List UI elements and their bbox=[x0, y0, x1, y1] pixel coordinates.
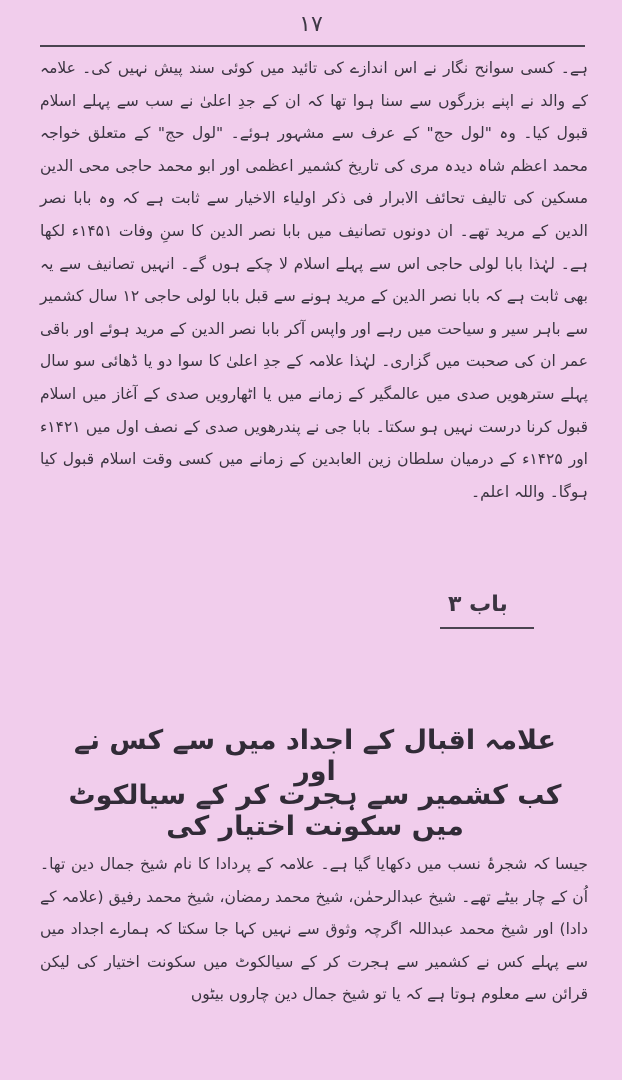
chapter-title-line-2: کب کشمیر سے ہجرت کر کے سیالکوٹ میں سکونت اختیار کی bbox=[68, 780, 562, 842]
paragraph-1: ہے۔ کسی سوانح نگار نے اس اندازے کی تائید میں کوئی سند پیش نہیں کی۔ علامہ کے والد نے اپنے بزرگوں سے سنا ہوا تھا کہ ان کے جدِ اعلیٰ نے سب سے پہلے اسلام قبول کیا۔ وہ "لول حج" کے عرف سے مشہور ہوئے۔ "لول حج" کے متعلق خواجہ محمد اعظم شاہ دیدہ مری کی تاریخ کشمیر اعظمی اور ابو محمد حاجی محی الدین مسکین کی تالیف تحائف الابرار فی ذکر اولیاء الاخیار سے ثابت ہے کہ وہ بابا نصر الدین کے مرید تھے۔ ان دونوں تصانیف میں بابا نصر الدین کا سنِ وفات ۱۴۵۱ء لکھا ہے۔ لہٰذا بابا لولی حاجی اس سے پہلے اسلام لا چکے ہوں گے۔ انہیں تصانیف سے یہ بھی ثابت ہے کہ بابا نصر الدین کے مرید ہونے سے قبل بابا لولی حاجی ۱۲ سال کشمیر سے باہر سیر و سیاحت میں رہے اور واپس آکر بابا نصر الدین کے مرید ہوئے اور باقی عمر ان کی صحبت میں گزاری۔ لہٰذا علامہ کے جدِ اعلیٰ کا سوا دو یا ڈھائی سو سال پہلے سترھویں صدی میں عالمگیر کے زمانے میں یا اٹھارویں صدی کے آغاز میں اسلام قبول کرنا درست نہیں ہو سکتا۔ بابا جی نے پندرھویں صدی کے نصف اول میں ۱۴۲۱ء اور ۱۴۲۵ء کے درمیان سلطان زین العابدین کے زمانے میں کسی وقت اسلام قبول کیا ہوگا۔ واللہ اعلم۔ bbox=[40, 59, 588, 501]
paragraph-2: جیسا کہ شجرۂ نسب میں دکھایا گیا ہے۔ علامہ کے پردادا کا نام شیخ جمال دین تھا۔ اُن کے چار بیٹے تھے۔ شیخ عبدالرحمٰن، شیخ محمد رمضان، شیخ محمد رفیق (علامہ کے دادا) اور شیخ محمد عبداللہ اگرچہ وثوق سے نہیں کہا جا سکتا کہ ہمارے اجداد میں سے پہلے کس نے کشمیر سے ہجرت کر کے سیالکوٹ میں سکونت اختیار کی لیکن قرائن سے معلوم ہوتا ہے کہ یا تو شیخ جمال دین چاروں بیٹوں bbox=[40, 855, 588, 1004]
chapter-label: باب ۳ bbox=[448, 592, 508, 617]
chapter-title-line-1: علامہ اقبال کے اجداد میں سے کس نے اور bbox=[74, 725, 556, 787]
header-rule bbox=[40, 45, 585, 47]
chapter-underline bbox=[440, 627, 534, 629]
page-number: ١٧ bbox=[299, 12, 323, 37]
